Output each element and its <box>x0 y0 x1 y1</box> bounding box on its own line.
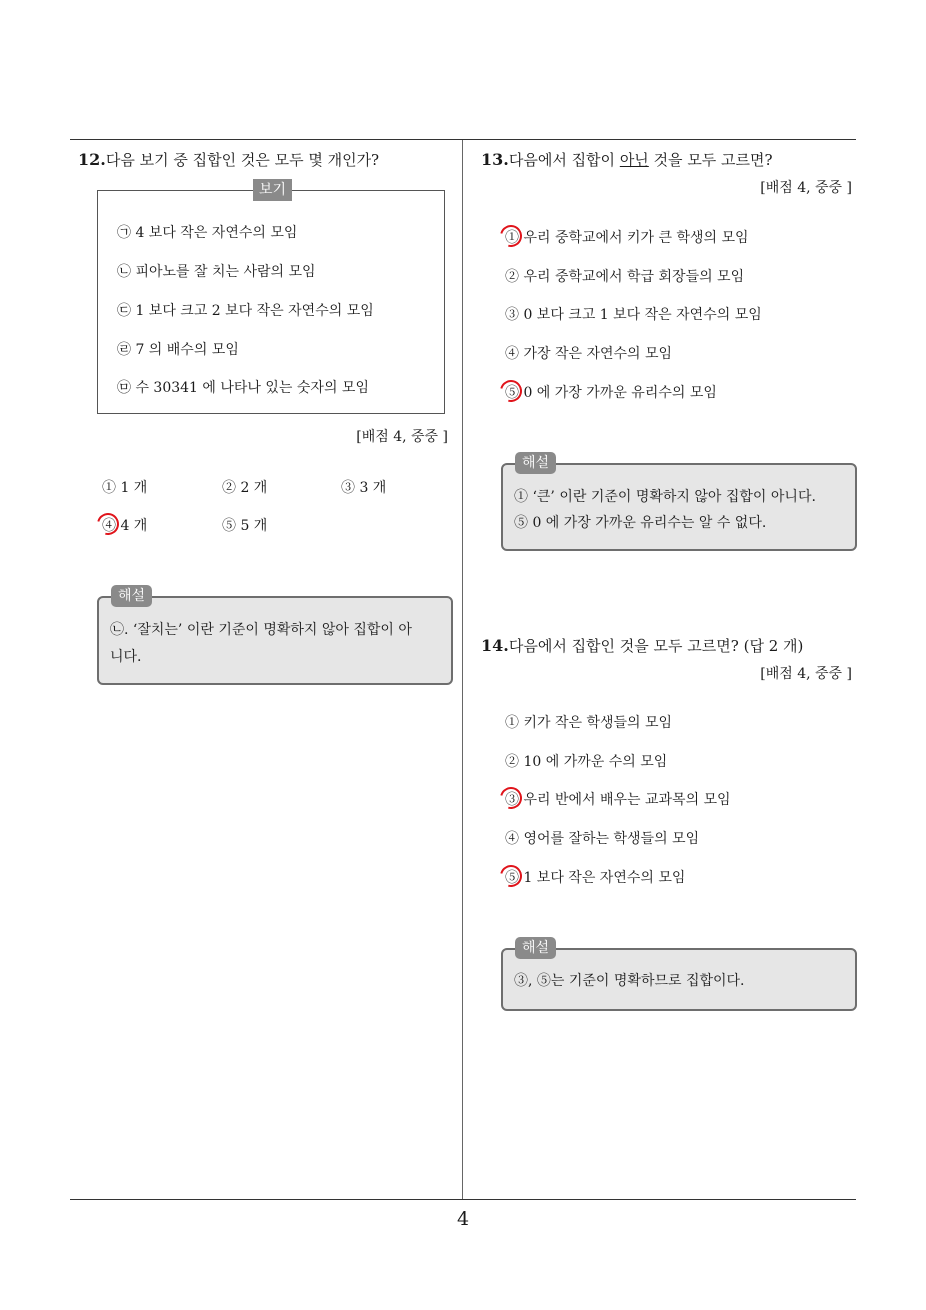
question-text: 다음 보기 중 집합인 것은 모두 몇 개인가? <box>105 151 380 169</box>
explanation-box <box>97 596 453 685</box>
explanation-tab: 해설 <box>515 937 556 959</box>
column-divider <box>462 140 463 1200</box>
bogi-item: ㉢ 1 보다 크고 2 보다 작은 자연수의 모임 <box>117 303 374 319</box>
page-number: 4 <box>456 1208 470 1230</box>
bogi-item: ㉠ 4 보다 작은 자연수의 모임 <box>117 225 298 241</box>
question-13-title <box>481 150 773 170</box>
question-number: 14. <box>481 636 509 655</box>
question-12-title <box>78 150 379 170</box>
question-14-title <box>481 636 803 656</box>
option-4: ④ 가장 작은 자연수의 모임 <box>505 346 673 362</box>
option-3: ③ 3 개 <box>341 480 387 496</box>
explanation-line: 니다. <box>110 649 142 665</box>
option-5: ⑤ 5 개 <box>222 518 268 534</box>
option-1: ① 1 개 <box>102 480 148 496</box>
question-text: 다음에서 집합인 것을 모두 고르면? (답 2 개) <box>508 637 804 655</box>
explanation-line: ㉡. ‘잘치는’ 이란 기준이 명확하지 않아 집합이 아 <box>110 622 412 638</box>
score-label: [배점 4, 중중 ] <box>760 180 852 196</box>
option-3: ③ 0 보다 크고 1 보다 작은 자연수의 모임 <box>505 307 762 323</box>
bogi-item: ㉡ 피아노를 잘 치는 사람의 모임 <box>117 264 316 280</box>
score-label: [배점 4, 중중 ] <box>356 429 448 445</box>
explanation-line: ① ‘큰’ 이란 기준이 명확하지 않아 집합이 아니다. <box>514 489 816 505</box>
bogi-label: 보기 <box>253 179 292 201</box>
explanation-line: ⑤ 0 에 가장 가까운 유리수는 알 수 없다. <box>514 515 767 531</box>
question-text: 다음에서 집합이 <box>508 151 620 169</box>
bogi-item: ㉣ 7 의 배수의 모임 <box>117 342 239 358</box>
option-2: ② 10 에 가까운 수의 모임 <box>505 754 668 770</box>
score-label: [배점 4, 중중 ] <box>760 666 852 682</box>
option-2: ② 우리 중학교에서 학급 회장들의 모임 <box>505 269 745 285</box>
explanation-line: ③, ⑤는 기준이 명확하므로 집합이다. <box>514 973 745 989</box>
option-4: ④ 4 개 <box>102 518 148 534</box>
bogi-item: ㉤ 수 30341 에 나타나 있는 숫자의 모임 <box>117 380 369 396</box>
top-rule <box>70 139 856 140</box>
option-1: ① 우리 중학교에서 키가 큰 학생의 모임 <box>505 230 749 246</box>
option-4: ④ 영어를 잘하는 학생들의 모임 <box>505 831 700 847</box>
option-3: ③ 우리 반에서 배우는 교과목의 모임 <box>505 792 731 808</box>
option-2: ② 2 개 <box>222 480 268 496</box>
question-number: 12. <box>78 150 106 169</box>
explanation-tab: 해설 <box>515 452 556 474</box>
question-number: 13. <box>481 150 509 169</box>
option-5: ⑤ 1 보다 작은 자연수의 모임 <box>505 870 686 886</box>
question-text-underlined: 아닌 <box>619 151 649 169</box>
explanation-box <box>501 463 857 551</box>
option-1: ① 키가 작은 학생들의 모임 <box>505 715 673 731</box>
question-text: 것을 모두 고르면? <box>648 151 773 169</box>
option-5: ⑤ 0 에 가장 가까운 유리수의 모임 <box>505 385 717 401</box>
explanation-tab: 해설 <box>111 585 152 607</box>
bottom-rule <box>70 1199 856 1200</box>
